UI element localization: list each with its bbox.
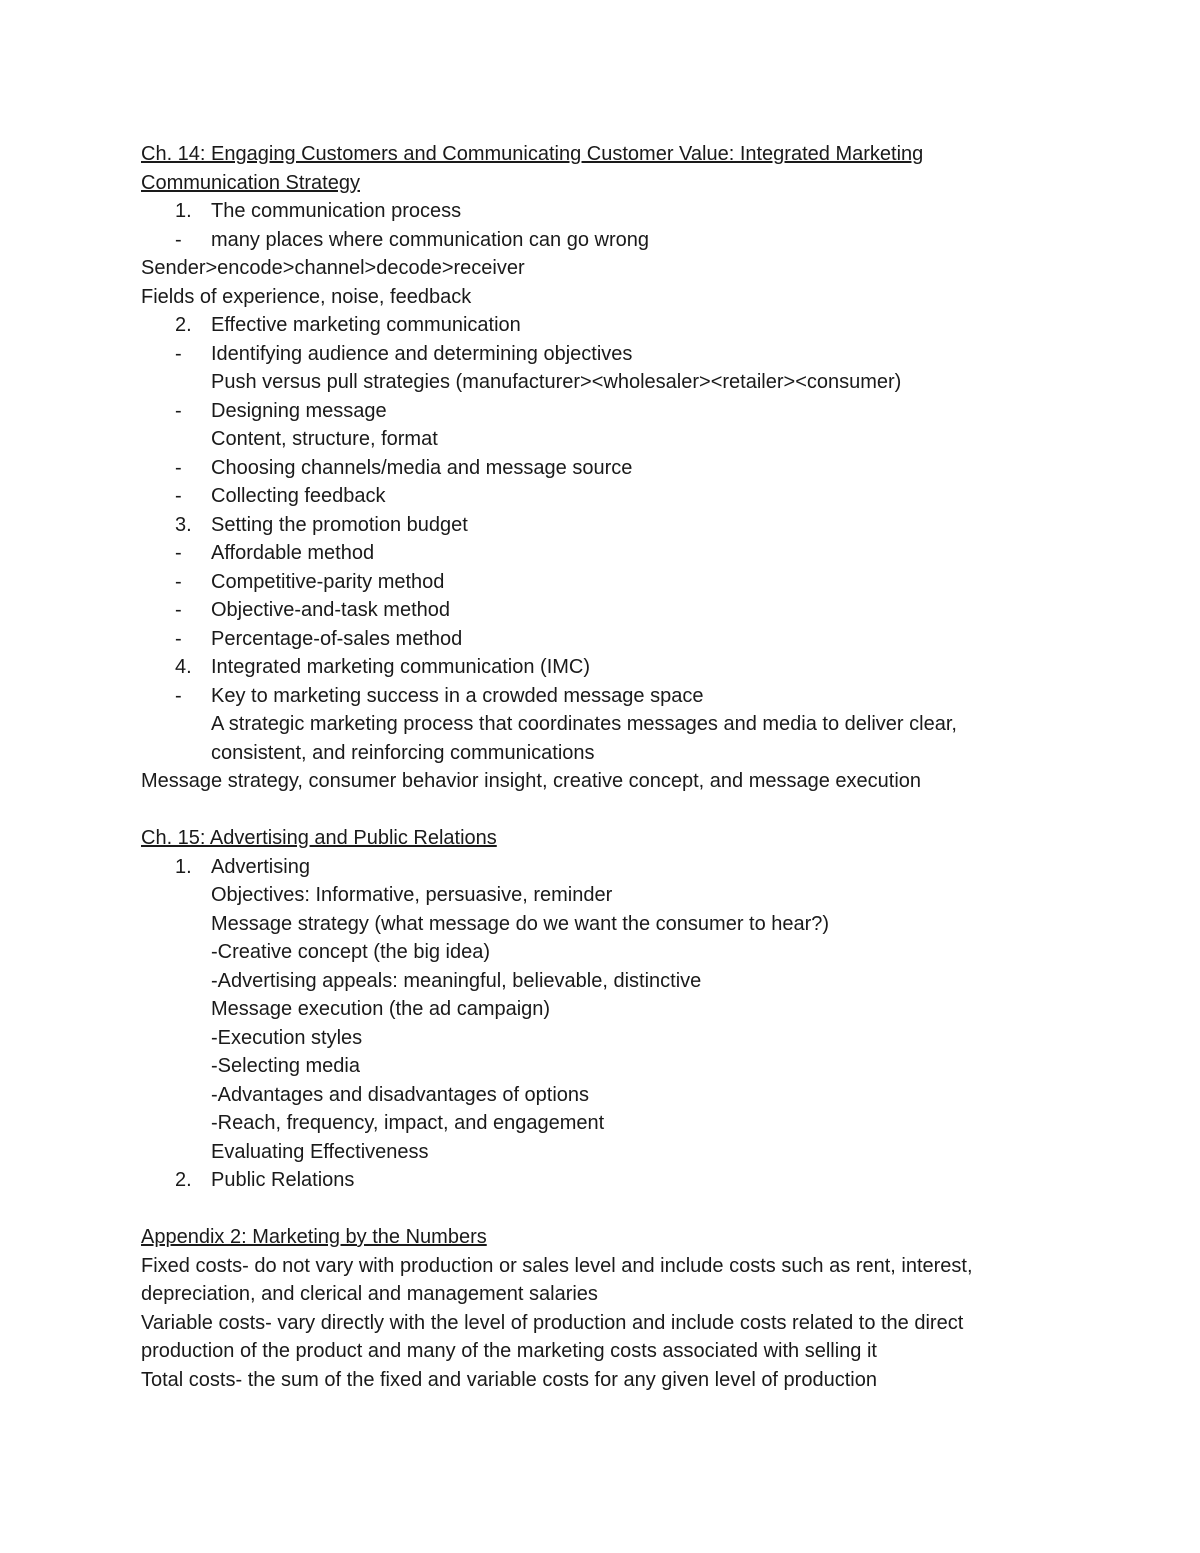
bullet-marker: - (175, 456, 182, 479)
list-number: 2. (175, 1169, 192, 1191)
advertising-line: -Selecting media (211, 1055, 360, 1077)
ch14-heading-line2: Communication Strategy (141, 171, 360, 194)
variable-costs-line1: Variable costs- vary directly with the level of production and include costs related to the direct (141, 1311, 964, 1334)
bullet-subtext: A strategic marketing process that coordinates messages and media to deliver clear, (211, 713, 957, 735)
list-item-text: Public Relations (211, 1169, 355, 1191)
bullet-item (141, 454, 1061, 483)
bullet-text: Choosing channels/media and message source (211, 456, 633, 479)
advertising-line: -Advantages and disadvantages of options (211, 1083, 590, 1106)
flow-text: Sender>encode>channel>decode>receiver (141, 257, 525, 279)
list-item-text: Effective marketing communication (211, 314, 521, 336)
bullet-marker: - (175, 399, 182, 422)
list-item-text: Advertising (211, 855, 310, 878)
bullet-text: Collecting feedback (211, 485, 386, 507)
bullet-text: Identifying audience and determining objectives (211, 342, 633, 365)
bullet-item (141, 625, 1061, 654)
advertising-line: Evaluating Effectiveness (211, 1140, 429, 1163)
list-item-text: Setting the promotion budget (211, 513, 468, 536)
bullet-marker: - (175, 542, 182, 564)
variable-costs-line2: production of the product and many of the marketing costs associated with selling it (141, 1340, 877, 1362)
bullet-marker: - (175, 599, 182, 621)
list-item (141, 511, 1061, 540)
bullet-text: Affordable method (211, 542, 375, 564)
fixed-costs-line1: Fixed costs- do not vary with production or sales level and include costs such as rent, interest, (141, 1254, 973, 1277)
total-costs-line: Total costs- the sum of the fixed and variable costs for any given level of production (141, 1368, 877, 1391)
spacer (141, 1195, 1061, 1224)
document-page (141, 140, 1061, 1394)
list-item (141, 1166, 1061, 1195)
bullet-text: Competitive-parity method (211, 570, 445, 593)
ch15-heading: Ch. 15: Advertising and Public Relations (141, 827, 497, 849)
list-item (141, 853, 1061, 882)
bullet-item (141, 482, 1061, 511)
list-item (141, 197, 1061, 226)
bullet-subtext: consistent, and reinforcing communications (211, 741, 595, 764)
bullet-marker: - (175, 684, 182, 707)
advertising-line: -Creative concept (the big idea) (211, 941, 491, 963)
bullet-marker: - (175, 342, 182, 365)
bullet-text: Designing message (211, 399, 387, 422)
advertising-line: -Execution styles (211, 1026, 363, 1049)
advertising-line: Message strategy (what message do we want the consumer to hear?) (211, 912, 830, 935)
spacer (141, 796, 1061, 825)
bullet-item (141, 397, 1061, 426)
bullet-item (141, 539, 1061, 568)
advertising-line: Objectives: Informative, persuasive, reminder (211, 884, 613, 906)
list-item-text: Integrated marketing communication (IMC) (211, 656, 591, 678)
bullet-marker: - (175, 485, 182, 507)
bullet-text: many places where communication can go wrong (211, 228, 649, 251)
bullet-text: Key to marketing success in a crowded message space (211, 684, 704, 707)
bullet-text: Percentage-of-sales method (211, 627, 463, 650)
bullet-item (141, 596, 1061, 625)
list-item-text: The communication process (211, 200, 462, 222)
bullet-marker: - (175, 627, 182, 650)
bullet-subtext: Content, structure, format (211, 428, 438, 450)
fields-text: Fields of experience, noise, feedback (141, 285, 472, 308)
bullet-subtext: Push versus pull strategies (manufacturer><wholesaler><retailer><consumer) (211, 371, 902, 393)
advertising-line: -Reach, frequency, impact, and engagement (211, 1112, 605, 1134)
bullet-marker: - (175, 228, 182, 251)
list-item (141, 311, 1061, 340)
ch14-heading-line1: Ch. 14: Engaging Customers and Communicating Customer Value: Integrated Marketing (141, 143, 924, 165)
fixed-costs-line2: depreciation, and clerical and management salaries (141, 1283, 598, 1305)
list-number: 4. (175, 656, 192, 678)
advertising-line: -Advertising appeals: meaningful, believable, distinctive (211, 969, 702, 992)
bullet-text: Objective-and-task method (211, 599, 451, 621)
advertising-line: Message execution (the ad campaign) (211, 998, 551, 1020)
list-number: 1. (175, 855, 192, 878)
list-number: 3. (175, 513, 192, 536)
list-item (141, 653, 1061, 682)
bullet-item (141, 226, 1061, 255)
bullet-item (141, 568, 1061, 597)
bullet-item (141, 682, 1061, 711)
appendix-heading: Appendix 2: Marketing by the Numbers (141, 1226, 487, 1248)
summary-text: Message strategy, consumer behavior insight, creative concept, and message execution (141, 770, 922, 792)
bullet-marker: - (175, 570, 182, 593)
list-number: 2. (175, 314, 192, 336)
list-number: 1. (175, 200, 192, 222)
bullet-item (141, 340, 1061, 369)
